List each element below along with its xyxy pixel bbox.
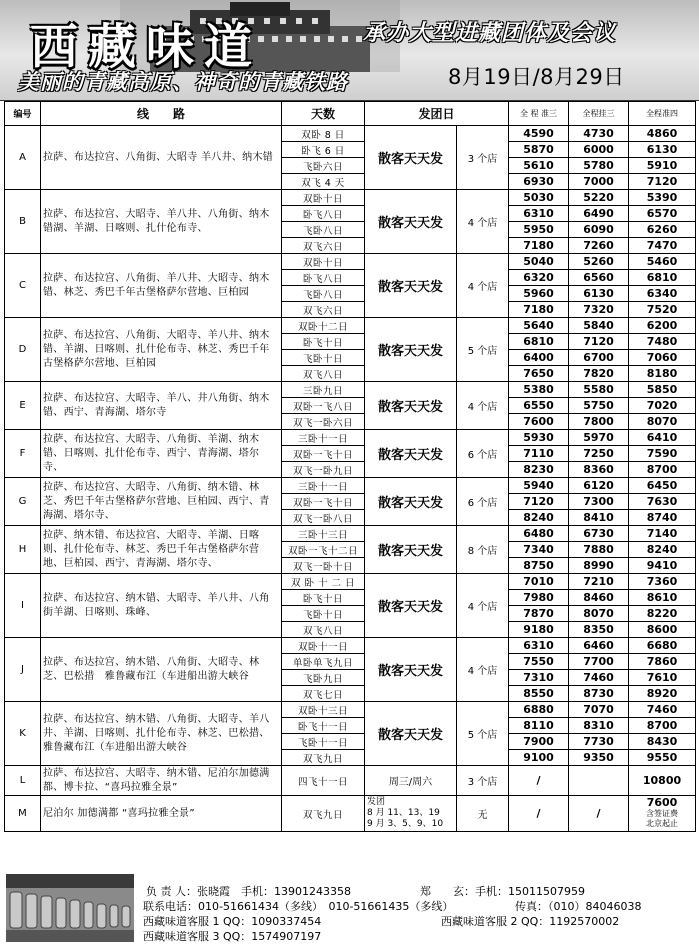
days-text: 飞卧九日 [282, 670, 365, 686]
price-3: 8700 [629, 718, 696, 734]
price-3: 8600 [629, 622, 696, 638]
price-1: 5380 [509, 382, 569, 398]
price-3-note-visa: 含签证费 [646, 809, 679, 818]
price-2: 5750 [569, 398, 629, 414]
row-code: L [5, 766, 41, 796]
days-text: 四飞十一日 [282, 766, 365, 796]
price-1: 6930 [509, 174, 569, 190]
price-2: 9350 [569, 750, 629, 766]
price-1: 7900 [509, 734, 569, 750]
route-text: 拉萨、布达拉宫、大昭寺、羊八井、八角街、纳木错湖、羊湖、日喀则、扎什伦布寺、 [41, 190, 282, 254]
days-text: 双飞九日 [282, 750, 365, 766]
header-price-1: 全 程 准三 [509, 102, 569, 126]
departure-text: 散客天天发 [365, 638, 457, 702]
row-code: C [5, 254, 41, 318]
price-3: 7060 [629, 350, 696, 366]
price-3: 7120 [629, 174, 696, 190]
footer-contact-2: 郑 玄：手机：15011507959 [420, 885, 585, 898]
price-1: 7120 [509, 494, 569, 510]
price-1: 5940 [509, 478, 569, 494]
row-code: B [5, 190, 41, 254]
price-2: 8410 [569, 510, 629, 526]
departure-text: 散客天天发 [365, 702, 457, 766]
route-text: 拉萨、布达拉宫、大昭寺、羊八、井八角街、纳木错、西宁、青海湖、塔尔寺 [41, 382, 282, 430]
price-1: 5950 [509, 222, 569, 238]
days-text: 双卧一飞十二日 [282, 542, 365, 558]
price-3: 4860 [629, 126, 696, 142]
price-1: 6320 [509, 270, 569, 286]
price-1: 7870 [509, 606, 569, 622]
days-text: 双飞八日 [282, 622, 365, 638]
price-1: / [509, 766, 569, 796]
price-1: 7010 [509, 574, 569, 590]
price-1: 8230 [509, 462, 569, 478]
price-3: 8700 [629, 462, 696, 478]
days-text: 双卧十一日 [282, 638, 365, 654]
price-2: 7070 [569, 702, 629, 718]
days-text: 三卧十一日 [282, 478, 365, 494]
price-1: 5960 [509, 286, 569, 302]
tagline: 承办大型进藏团体及会议 [363, 21, 617, 46]
price-3: 8070 [629, 414, 696, 430]
price-2: 8350 [569, 622, 629, 638]
departure-text: 散客天天发 [365, 574, 457, 638]
departure-text: 发团 8 月 11、13、19 9 月 3、5、9、10 [365, 796, 457, 832]
price-1: 7980 [509, 590, 569, 606]
days-text: 卧飞 6 日 [282, 142, 365, 158]
price-2: 7300 [569, 494, 629, 510]
table-body [5, 126, 696, 832]
price-1: 5640 [509, 318, 569, 334]
days-text: 双飞一卧八日 [282, 510, 365, 526]
departure-text: 散客天天发 [365, 430, 457, 478]
row-code: A [5, 126, 41, 190]
price-1: 7310 [509, 670, 569, 686]
days-text: 双飞一卧六日 [282, 414, 365, 430]
price-3: 9550 [629, 750, 696, 766]
price-2: 7120 [569, 334, 629, 350]
price-3: 6410 [629, 430, 696, 446]
price-1: 7650 [509, 366, 569, 382]
price-3: 7860 [629, 654, 696, 670]
table-row [5, 638, 696, 654]
departure-text: 散客天天发 [365, 478, 457, 526]
price-1: 5930 [509, 430, 569, 446]
row-code: G [5, 478, 41, 526]
price-2: 6460 [569, 638, 629, 654]
price-2: 8070 [569, 606, 629, 622]
row-code: M [5, 796, 41, 832]
price-1: / [509, 796, 569, 832]
route-text: 尼泊尔 加德满都 “喜玛拉雅全景” [41, 796, 282, 832]
days-text: 单卧单飞九日 [282, 654, 365, 670]
price-3: 7360 [629, 574, 696, 590]
price-2: 7800 [569, 414, 629, 430]
days-text: 双卧 8 日 [282, 126, 365, 142]
shops-count: 3 个店 [457, 126, 509, 190]
days-text: 三卧九日 [282, 382, 365, 398]
departure-text: 散客天天发 [365, 382, 457, 430]
days-text: 双卧十日 [282, 254, 365, 270]
price-3: 6340 [629, 286, 696, 302]
price-2: 7820 [569, 366, 629, 382]
table-row [5, 430, 696, 446]
price-2: 7250 [569, 446, 629, 462]
footer-contact [0, 870, 699, 945]
departure-text: 散客天天发 [365, 318, 457, 382]
price-3: 8430 [629, 734, 696, 750]
price-1: 7180 [509, 302, 569, 318]
price-2: 5260 [569, 254, 629, 270]
prayer-wheels-photo [6, 874, 134, 942]
price-1: 7110 [509, 446, 569, 462]
route-text: 拉萨、布达拉宫、八角街、羊八井、大昭寺、纳木错、林芝、秀巴千年古堡格萨尔营地、巨柏园 [41, 254, 282, 318]
table-row [5, 702, 696, 718]
price-3: 7020 [629, 398, 696, 414]
price-1: 6880 [509, 702, 569, 718]
price-2: 7260 [569, 238, 629, 254]
header-days: 天数 [282, 102, 365, 126]
table-row [5, 478, 696, 494]
price-3: 8220 [629, 606, 696, 622]
price-3: 5850 [629, 382, 696, 398]
shops-count: 3 个店 [457, 766, 509, 796]
price-3: 10800 [629, 766, 696, 796]
price-3-note-beijing: 北京起止 [646, 819, 679, 828]
shops-count: 5 个店 [457, 318, 509, 382]
table-row [5, 574, 696, 590]
price-3: 7460 [629, 702, 696, 718]
price-2: 8360 [569, 462, 629, 478]
days-text: 双飞 4 天 [282, 174, 365, 190]
price-3: 6450 [629, 478, 696, 494]
days-text: 卧飞十日 [282, 590, 365, 606]
price-3: 8920 [629, 686, 696, 702]
price-3: 6810 [629, 270, 696, 286]
price-1: 7550 [509, 654, 569, 670]
table-row [5, 254, 696, 270]
departure-text: 散客天天发 [365, 190, 457, 254]
price-2: 6730 [569, 526, 629, 542]
price-1: 5870 [509, 142, 569, 158]
price-2: 6000 [569, 142, 629, 158]
shops-count: 无 [457, 796, 509, 832]
departure-text: 散客天天发 [365, 126, 457, 190]
price-3-value: 7600 [646, 796, 678, 809]
footer-fax: 传真：（010）84046038 [515, 900, 642, 913]
header-banner [0, 0, 699, 101]
price-2: 5970 [569, 430, 629, 446]
days-text: 飞卧十日 [282, 606, 365, 622]
price-3: 8740 [629, 510, 696, 526]
row-code: J [5, 638, 41, 702]
shops-count: 6 个店 [457, 478, 509, 526]
route-text: 拉萨、纳木错、布达拉宫、大昭寺、羊湖、日喀则、扎什伦布寺、林芝、秀巴千年古堡格萨尔营地、巨柏园、西宁、青海湖、塔尔寺、 [41, 526, 282, 574]
price-2: 5580 [569, 382, 629, 398]
price-2: 4730 [569, 126, 629, 142]
days-text: 双飞一卧十日 [282, 558, 365, 574]
price-3: 7590 [629, 446, 696, 462]
price-3: 7520 [629, 302, 696, 318]
price-2: 7460 [569, 670, 629, 686]
price-2: 8990 [569, 558, 629, 574]
route-text: 拉萨、布达拉宫、纳木错、八角街、大昭寺、林芝、巴松措 雅鲁藏布江（车进船出游大峡谷 [41, 638, 282, 702]
price-3: 6680 [629, 638, 696, 654]
row-code: E [5, 382, 41, 430]
shops-count: 4 个店 [457, 382, 509, 430]
days-text: 卧飞十一日 [282, 718, 365, 734]
days-text: 三卧十三日 [282, 526, 365, 542]
route-text: 拉萨、布达拉宫、八角街、大昭寺、羊八井、纳木错、羊湖、日喀则、扎什伦布寺、林芝、秀巴千年古堡格萨尔营地、巨柏园 [41, 318, 282, 382]
tour-price-table [4, 101, 696, 832]
departure-dates: 8月19日/8月29日 [448, 65, 625, 89]
days-text: 双卧一飞八日 [282, 398, 365, 414]
days-text: 双飞六日 [282, 302, 365, 318]
route-text: 拉萨、布达拉宫、八角街、大昭寺 羊八井、纳木错 [41, 126, 282, 190]
row-code: F [5, 430, 41, 478]
price-3: 8610 [629, 590, 696, 606]
price-2: 6490 [569, 206, 629, 222]
price-2: 5780 [569, 158, 629, 174]
price-1: 5030 [509, 190, 569, 206]
brand-title: 西藏味道 [30, 19, 263, 75]
price-1: 6310 [509, 638, 569, 654]
price-3: 7480 [629, 334, 696, 350]
price-3 [629, 796, 696, 832]
header-route: 线 路 [41, 102, 282, 126]
price-1: 6310 [509, 206, 569, 222]
price-2 [569, 766, 629, 796]
price-1: 8550 [509, 686, 569, 702]
price-1: 7340 [509, 542, 569, 558]
table-row [5, 190, 696, 206]
shops-count: 8 个店 [457, 526, 509, 574]
price-3: 7630 [629, 494, 696, 510]
price-3: 5910 [629, 158, 696, 174]
row-code: K [5, 702, 41, 766]
days-text: 双飞一卧九日 [282, 462, 365, 478]
price-1: 5040 [509, 254, 569, 270]
price-2: 8460 [569, 590, 629, 606]
price-1: 8240 [509, 510, 569, 526]
price-3: 6130 [629, 142, 696, 158]
header-code: 编号 [5, 102, 41, 126]
departure-text: 散客天天发 [365, 254, 457, 318]
price-3: 6200 [629, 318, 696, 334]
price-1: 6550 [509, 398, 569, 414]
days-text: 双飞七日 [282, 686, 365, 702]
price-3: 5460 [629, 254, 696, 270]
price-3: 6570 [629, 206, 696, 222]
shops-count: 4 个店 [457, 574, 509, 638]
price-1: 7180 [509, 238, 569, 254]
table-header-row [5, 102, 696, 126]
price-3: 8180 [629, 366, 696, 382]
header-price-3: 全程准四 [629, 102, 696, 126]
route-text: 拉萨、布达拉宫、大昭寺、八角街、羊湖、纳木错、日喀则、扎什伦布寺、西宁、青海湖、塔尔寺、 [41, 430, 282, 478]
route-text: 拉萨、布达拉宫、纳木错、八角街、大昭寺、羊八井、羊湖、日喀则、扎什伦布寺、林芝、巴松措、雅鲁藏布江（车进船出游大峡谷 [41, 702, 282, 766]
days-text: 飞卧八日 [282, 222, 365, 238]
days-text: 飞卧六日 [282, 158, 365, 174]
shops-count: 5 个店 [457, 702, 509, 766]
footer-qq-1: 西藏味道客服 1 QQ：1090337454 [143, 915, 322, 928]
footer-qq-2: 西藏味道客服 2 QQ：1192570002 [441, 915, 620, 928]
days-text: 飞卧十一日 [282, 734, 365, 750]
departure-text: 周三/周六 [365, 766, 457, 796]
price-2: 6560 [569, 270, 629, 286]
price-1: 8110 [509, 718, 569, 734]
price-1: 9180 [509, 622, 569, 638]
price-2: 6120 [569, 478, 629, 494]
price-2: 6090 [569, 222, 629, 238]
days-text: 双卧十日 [282, 190, 365, 206]
price-1: 4590 [509, 126, 569, 142]
days-text: 双飞九日 [282, 796, 365, 832]
price-2: 8310 [569, 718, 629, 734]
days-text: 双卧一飞十日 [282, 494, 365, 510]
shops-count: 6 个店 [457, 430, 509, 478]
days-text: 双卧十三日 [282, 702, 365, 718]
days-text: 双卧一飞十日 [282, 446, 365, 462]
price-2: 7000 [569, 174, 629, 190]
days-text: 飞卧十日 [282, 350, 365, 366]
row-code: H [5, 526, 41, 574]
days-text: 卧飞十日 [282, 334, 365, 350]
price-3: 7470 [629, 238, 696, 254]
price-3: 5390 [629, 190, 696, 206]
price-2: 7700 [569, 654, 629, 670]
price-3: 6260 [629, 222, 696, 238]
price-3: 8240 [629, 542, 696, 558]
price-2: 7320 [569, 302, 629, 318]
price-2: 6700 [569, 350, 629, 366]
price-3: 7140 [629, 526, 696, 542]
table-row [5, 382, 696, 398]
price-2: 7880 [569, 542, 629, 558]
price-2: 5220 [569, 190, 629, 206]
price-1: 8750 [509, 558, 569, 574]
price-2: 5840 [569, 318, 629, 334]
price-1: 9100 [509, 750, 569, 766]
row-code: D [5, 318, 41, 382]
route-text: 拉萨、布达拉宫、大昭寺、纳木错、尼泊尔加德满都、博卡拉、“喜玛拉雅全景” [41, 766, 282, 796]
shops-count: 4 个店 [457, 638, 509, 702]
days-text: 三卧十一日 [282, 430, 365, 446]
price-1: 6480 [509, 526, 569, 542]
footer-manager: 负 责 人：张晓霞 手机：13901243358 [146, 885, 351, 898]
table-row-L [5, 766, 696, 796]
days-text: 卧飞八日 [282, 206, 365, 222]
table-row-M [5, 796, 696, 832]
days-text: 双飞六日 [282, 238, 365, 254]
shops-count: 4 个店 [457, 254, 509, 318]
days-text: 飞卧八日 [282, 286, 365, 302]
row-code: I [5, 574, 41, 638]
days-text: 卧飞八日 [282, 270, 365, 286]
departure-text: 散客天天发 [365, 526, 457, 574]
header-departure: 发团日 [365, 102, 509, 126]
slogan: 美丽的青藏高原、神奇的青藏铁路 [18, 70, 348, 94]
table-row [5, 526, 696, 542]
price-1: 5610 [509, 158, 569, 174]
price-1: 6810 [509, 334, 569, 350]
days-text: 双飞八日 [282, 366, 365, 382]
route-text: 拉萨、布达拉宫、纳木错、大昭寺、羊八井、八角街羊湖、日喀则、珠峰、 [41, 574, 282, 638]
table-row [5, 318, 696, 334]
days-text: 双 卧 十 二 日 [282, 574, 365, 590]
price-3: 9410 [629, 558, 696, 574]
table-row [5, 126, 696, 142]
price-1: 6400 [509, 350, 569, 366]
price-2: 7210 [569, 574, 629, 590]
price-3: 7610 [629, 670, 696, 686]
days-text: 双卧十二日 [282, 318, 365, 334]
route-text: 拉萨、布达拉宫、大昭寺、八角街、纳木错、林芝、秀巴千年古堡格萨尔营地、巨柏园、西宁、青海湖、塔尔寺、 [41, 478, 282, 526]
header-price-2: 全程挂三 [569, 102, 629, 126]
price-1: 7600 [509, 414, 569, 430]
footer-phone: 联系电话：010-51661434（多线） 010-51661435（多线） [143, 900, 454, 913]
price-2: 7730 [569, 734, 629, 750]
price-2: / [569, 796, 629, 832]
price-2: 6130 [569, 286, 629, 302]
price-2: 8730 [569, 686, 629, 702]
footer-qq-3: 西藏味道客服 3 QQ：1574907197 [143, 930, 322, 943]
shops-count: 4 个店 [457, 190, 509, 254]
